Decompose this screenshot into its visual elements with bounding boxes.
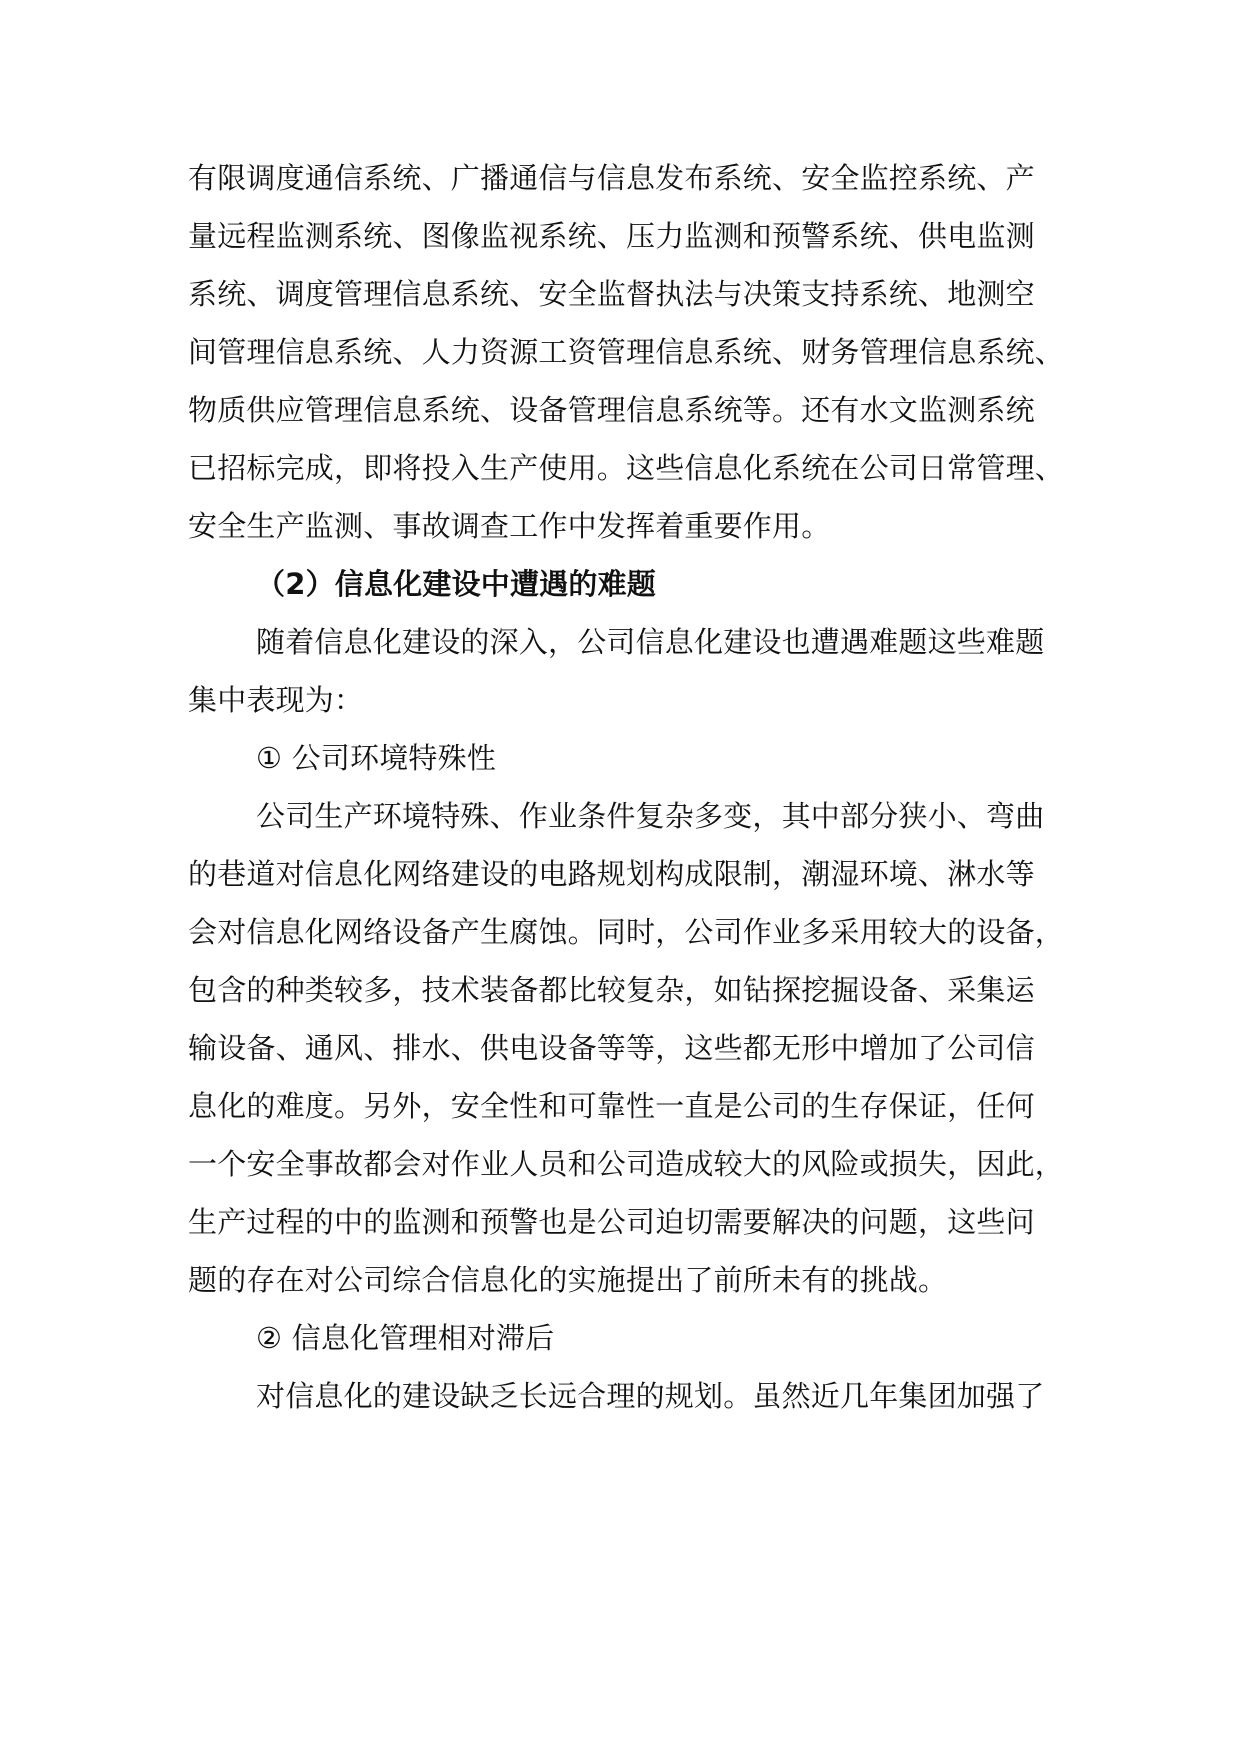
paragraph-line: 会对信息化网络设备产生腐蚀。同时，公司作业多采用较大的设备， (188, 915, 1065, 949)
paragraph-line: 物质供应管理信息系统、设备管理信息系统等。还有水文监测系统 (188, 393, 1035, 427)
paragraph-line: 随着信息化建设的深入，公司信息化建设也遭遇难题这些难题 (256, 625, 1045, 659)
paragraph-line: 公司生产环境特殊、作业条件复杂多变，其中部分狭小、弯曲 (256, 799, 1045, 833)
paragraph-line: 对信息化的建设缺乏长远合理的规划。虽然近几年集团加强了 (256, 1379, 1045, 1413)
paragraph-line: 有限调度通信系统、广播通信与信息发布系统、安全监控系统、产 (188, 161, 1035, 195)
paragraph-line: 输设备、通风、排水、供电设备等等，这些都无形中增加了公司信 (188, 1031, 1035, 1065)
paragraph-line: 包含的种类较多，技术装备都比较复杂，如钻探挖掘设备、采集运 (188, 973, 1035, 1007)
subheading: ② 信息化管理相对滞后 (256, 1321, 555, 1355)
section-heading: （2）信息化建设中遭遇的难题 (256, 567, 656, 601)
paragraph-line: 题的存在对公司综合信息化的实施提出了前所未有的挑战。 (188, 1263, 948, 1297)
paragraph-line: 已招标完成，即将投入生产使用。这些信息化系统在公司日常管理、 (188, 451, 1065, 485)
paragraph-line: 息化的难度。另外，安全性和可靠性一直是公司的生存保证，任何 (188, 1089, 1035, 1123)
paragraph-line: 集中表现为： (188, 683, 364, 717)
paragraph-line: 量远程监测系统、图像监视系统、压力监测和预警系统、供电监测 (188, 219, 1035, 253)
paragraph-line: 的巷道对信息化网络建设的电路规划构成限制，潮湿环境、淋水等 (188, 857, 1035, 891)
paragraph-line: 系统、调度管理信息系统、安全监督执法与决策支持系统、地测空 (188, 277, 1035, 311)
paragraph-line: 一个安全事故都会对作业人员和公司造成较大的风险或损失，因此， (188, 1147, 1065, 1181)
paragraph-line: 安全生产监测、事故调查工作中发挥着重要作用。 (188, 509, 831, 543)
subheading: ① 公司环境特殊性 (256, 741, 497, 775)
paragraph-line: 间管理信息系统、人力资源工资管理信息系统、财务管理信息系统、 (188, 335, 1065, 369)
paragraph-line: 生产过程的中的监测和预警也是公司迫切需要解决的问题，这些问 (188, 1205, 1035, 1239)
